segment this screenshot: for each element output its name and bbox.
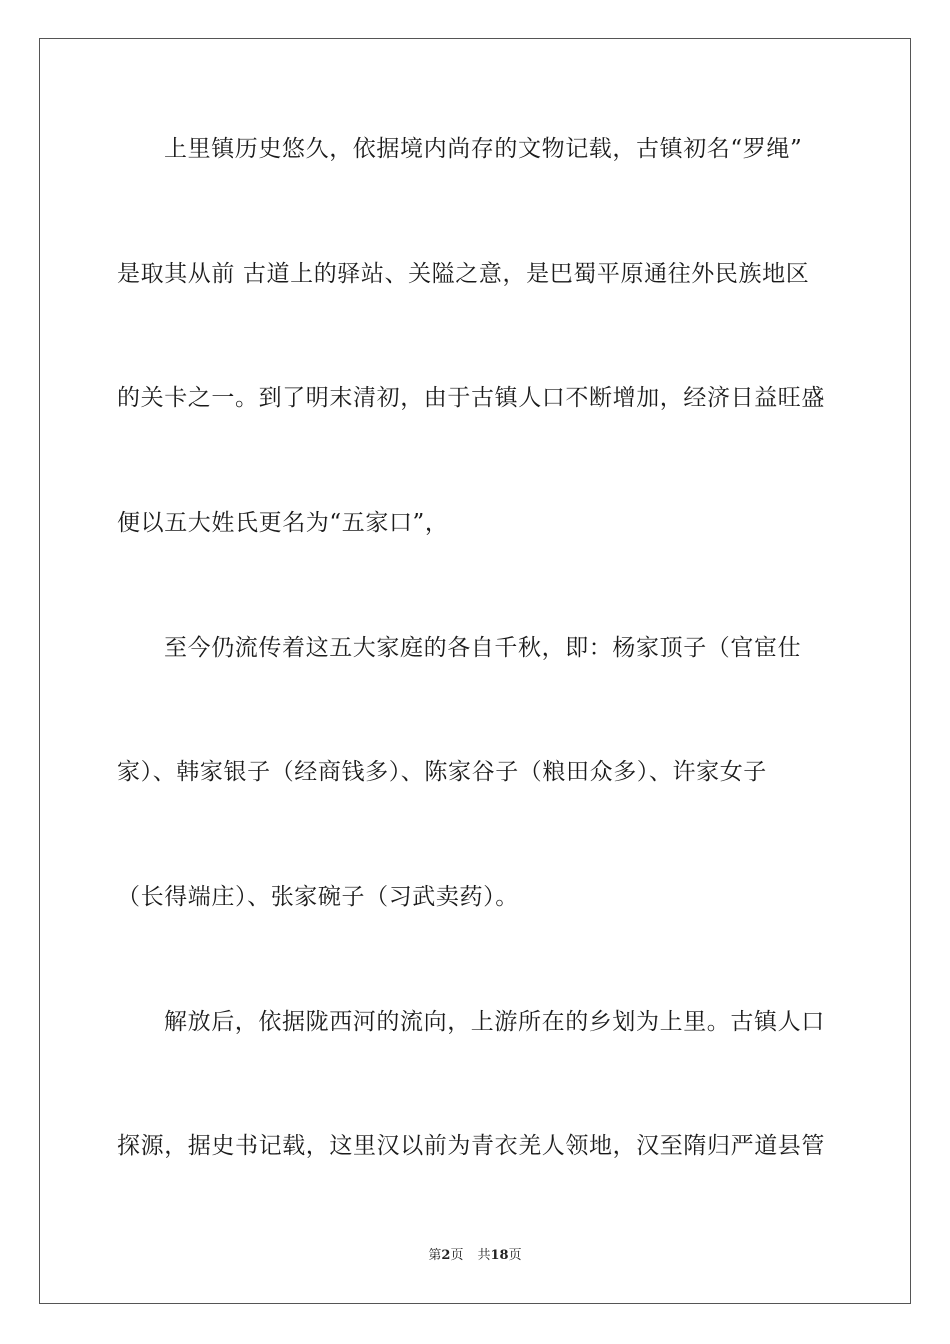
paragraph-3-line-2: 探源，据史书记载，这里汉以前为青衣羌人领地，汉至隋归严道县管 (117, 1133, 825, 1159)
page-border (39, 38, 911, 1304)
page-number: 2 (441, 1248, 451, 1263)
paragraph-2-line-1: 至今仍流传着这五大家庭的各自千秋，即：杨家顶子（官宦仕 (164, 635, 802, 661)
page-footer (0, 1247, 950, 1265)
page-label-prefix: 第 (428, 1248, 442, 1263)
paragraph-2-line-2: 家）、韩家银子（经商钱多）、陈家谷子（粮田众多）、许家女子 (117, 759, 767, 785)
paragraph-1-line-3: 的关卡之一。到了明末清初，由于古镇人口不断增加，经济日益旺盛 (117, 385, 825, 411)
paragraph-1-line-4: 便以五大姓氏更名为“五家口”， (117, 510, 449, 536)
total-label-prefix: 共 (477, 1248, 491, 1263)
total-pages: 18 (490, 1248, 509, 1263)
paragraph-1-line-2: 是取其从前 古道上的驿站、关隘之意，是巴蜀平原通往外民族地区 (117, 261, 810, 287)
total-label-suffix: 页 (508, 1248, 522, 1263)
page-label-suffix: 页 (450, 1248, 464, 1263)
paragraph-3-line-1: 解放后，依据陇西河的流向，上游所在的乡划为上里。古镇人口 (164, 1009, 825, 1035)
paragraph-1-line-1: 上里镇历史悠久，依据境内尚存的文物记载，古镇初名“罗绳” (164, 136, 803, 162)
paragraph-2-line-3: （长得端庄）、张家碗子（习武卖药）。 (117, 884, 519, 910)
